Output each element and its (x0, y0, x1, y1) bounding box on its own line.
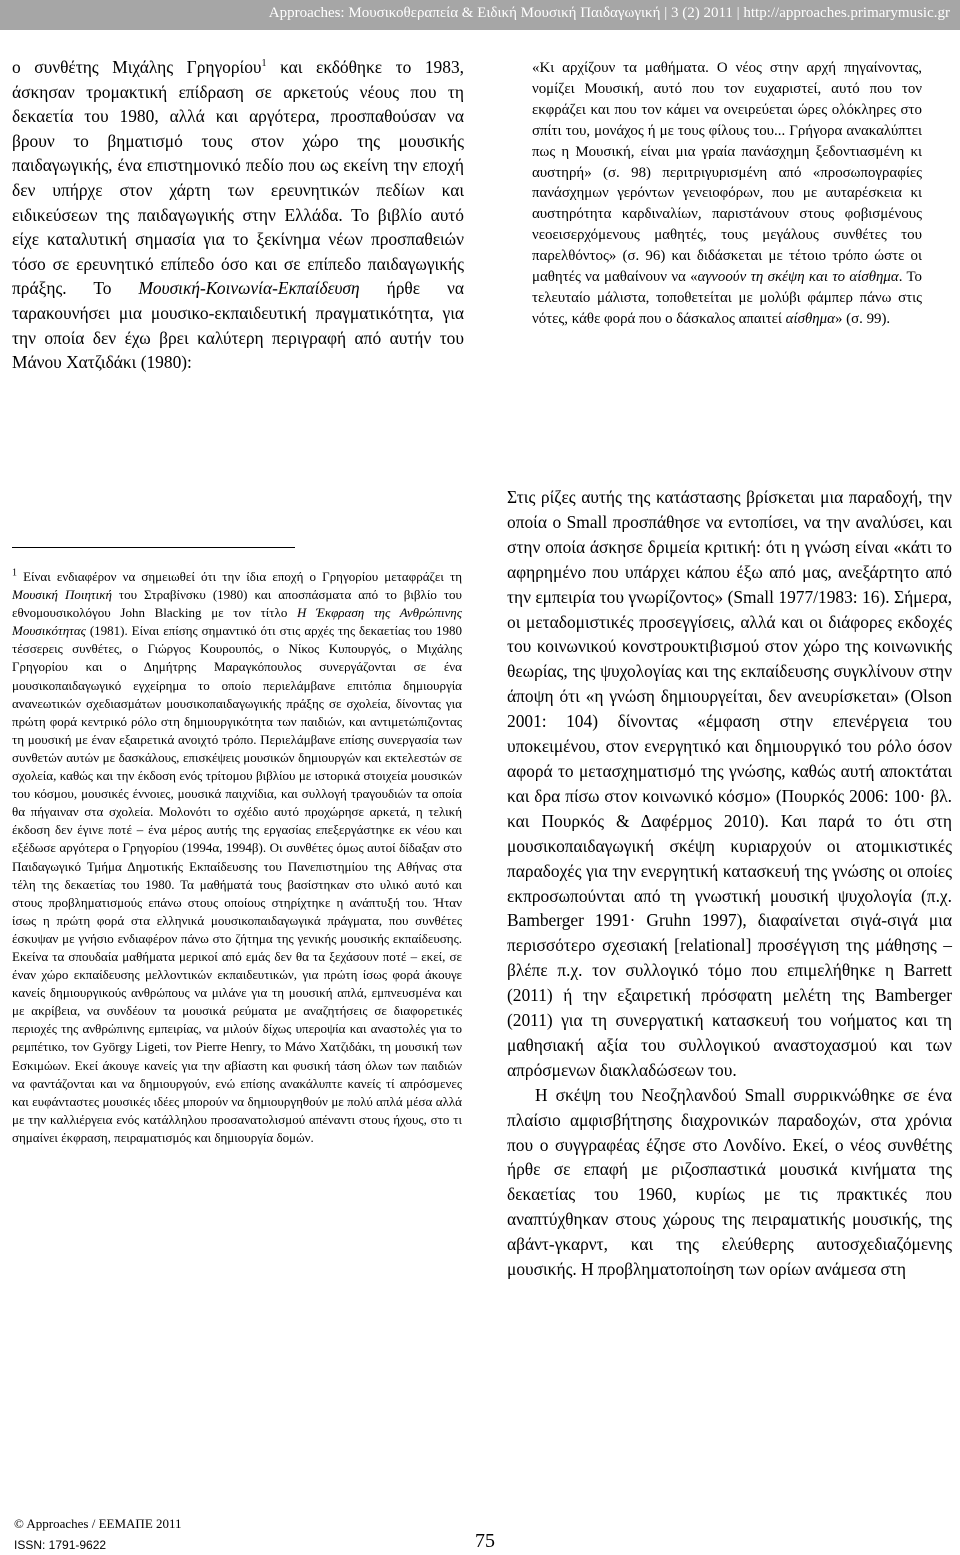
left-text-c: ήρθε να ταρακουνήσει μια μουσικο-εκπαιδευτική πραγματικότητα, για την οποία δεν έχω βρει καλύτερη περιγραφή από αυτήν του Μάνου Χατζιδάκι (1980): (12, 278, 464, 373)
footer-copyright: © Approaches / ΕΕΜΑΠΕ 2011 (14, 1516, 182, 1531)
footnote-number: 1 (12, 567, 17, 579)
footnote-italic-1: Μουσική Ποιητική (12, 587, 112, 603)
left-text-a: ο συνθέτης Μιχάλης Γρηγορίου (12, 57, 262, 77)
footnote-text-a: Είναι ενδιαφέρον να σημειωθεί ότι την ίδια εποχή ο Γρηγορίου μεταφράζει τη (17, 569, 462, 584)
journal-header-bar (0, 0, 960, 30)
page-number: 75 (475, 1530, 495, 1552)
quote-italic-1: αγνοούν τη σκέψη και το αίσθημα (697, 269, 899, 286)
quote-text-a: «Κι αρχίζουν τα μαθήματα. Ο νέος στην αρχή πηγαίνοντας, νομίζει Μουσική, αυτό που τον ευχαριστεί, αυτό που τον εκφράζει και που τον κάμει να ονειρεύεται ώρες ολόκληρες στο σπίτι του, μονάχος ή με τους φίλους του... Γρήγορα ανακαλύπτει πως η Μουσική, είναι μια γραία πανάσχημη ξεδοντιασμένη κι αυστηρή» (σ. 98) περιτριγυρισμένη από «προσωπογραφίες πανάσχημων γερόντων γενειοφόρων, που με αυταρέσκεια κι αυστηρότητα καρδιναλίων, παριστάνουν στους φοβισμένους νεοεισερχόμενους μαθητές, τους μεγάλους συνθέτες του παρελθόντος» (σ. 96) και διδάσκεται με τέτοιο τρόπο ώστε οι μαθητές να μαθαίνουν να « (532, 60, 922, 286)
right-paragraph-1: Στις ρίζες αυτής της κατάστασης βρίσκεται μια παραδοχή, την οποία ο Small προσπάθησε να εντοπίσει, να την αναλύσει, και στην οποία άσκησε δριμεία κριτική: ότι η γνώση είναι «κάτι το αφηρημένο που υπάρχει κάπου έξω από μας, ανεξάρτητο από την εμπειρία του γνωρίζοντος» (Small 1977/1983: 16). Σήμερα, οι μεταδομιστικές προσεγγίσεις, αλλά και οι διάφορες εκδοχές του κοινωνικού κονστρουκτιβισμού στον χώρο της κοινωνικής θεωρίας, της ψυχολογίας και της εκπαίδευσης συγκλίνουν στην άποψη ότι «η γνώση δημιουργείται, δεν ανευρίσκεται» (Olson 2001: 104) δίνοντας «έμφαση στην επενέργεια του υποκειμένου, στον ενεργητικό και δημιουργικό του ρόλο όσον αφορά το μετασχηματισμό της γνώσης, καθώς αυτή αποκτάται και δρα πίσω στον κοινωνικό κόσμο» (Πουρκός 2006: 100· βλ. και Πουρκός & Δαφέρμος 2010). Και παρά το ότι στη μουσικοπαιδαγωγική σκέψη κυριαρχούν οι ατομικιστικές παραδοχές για την ενεργητική κατασκευή της γνώσης οι οποίες εκπροσωπούνται από τη γνωστική μουσική ψυχολογία (π.χ. Bamberger 1991· Gruhn 1997), διαφαίνεται σιγά-σιγά μια περισσότερο σχεσιακή [relational] προσέγγιση της μάθησης – βλέπε π.χ. τον συλλογικό τόμο που επιμελήθηκε η Barrett (2011) ή την εξαιρετική πρόσφατη μελέτη της Bamberger (2011) για τη συνεργατική κατασκευή του νοήματος και τη μαθησιακή αξία του συλλογικού αναστοχασμού και των απρόσμενων διακλαδώσεων του. (507, 487, 952, 1080)
footnote-text-b: του Στραβίνσκυ (1980) και αποσπάσματα από το βιβλίο του εθνομουσικολόγου John Blacking με τον τίτλο (12, 587, 462, 621)
footnote-text-c: (1981). Είναι επίσης σημαντικό ότι στις αρχές της δεκαετίας του 1980 τέσσερεις συνθέτες, ο Γιώργος Κουρουπός, ο Νίκος Κυπουργός, ο Μιχάλης Γρηγορίου και ο Δημήτρης Μαραγκόπουλος συνεργάζονται σε ένα μουσικοπαιδαγωγικό εγχείρημα το οποίο περιελάμβανε επιτόπια δημιουργία ανανεωτικών σχεδιασμάτων μουσικοπαιδαγωγικής πράξης σε σχολεία, δίνοντας για πρώτη φορά κεντρικό ρόλο στη δημιουργικότητα των παιδιών, και αντιμετώπιζοντας τη μουσική με έναν εξαιρετικά ανοιχτό τρόπο. Περιελάμβανε επίσης συνεργασία των συνθετών αυτών με δασκάλους, επισκέψεις μουσικών δημιουργών και εκτελεστών σε σχολεία, καθώς και την έκδοση ενός τρίτομου βιβλίου με ιστορικά στοιχεία μουσικών του κόσμου, μουσικές έννοιες, μουσικά παιχνίδια, και συλλογή τραγουδιών τα οποία θα πήγαιναν στα σχολεία. Μολονότι το σχέδιο αυτό προχώρησε αρκετά, η τελική έκδοση δεν έγινε ποτέ – ένα μέρος αυτής της εργασίας επεξεργάστηκε εκ νέου και εξέδωσε αργότερα ο Γρηγορίου (1994α, 1994β). Οι συνθέτες όμως αυτοί δίδαξαν στο Παιδαγωγικό Τμήμα Δημοτικής Εκπαίδευσης του Πανεπιστημίου της Αθήνας στα τέλη της δεκαετίας του 1980. Τα μαθήματά τους βασίστηκαν στο υλικό αυτό και στους προβληματισμούς επάνω στους οποίους στηρίχτηκε η ανάπτυξή του. Ήταν ίσως η πρώτη φορά στα ελληνικά μουσικοπαιδαγωγικά πράγματα, που συνθέτες έσκυψαν με γνήσιο ενδιαφέρον πάνω στο ζήτημα της γενικής μουσικής εκπαίδευσης. Εκείνα τα σπουδαία μαθήματα μερικοί από εμάς δεν θα τα ξεχάσουν ποτέ – εκεί, σε έναν χώρο εκπαίδευσης μελλοντικών εκπαιδευτικών, για πρώτη ίσως φορά άκουγε κανείς δημιουργικούς ανθρώπους να μιλάνε για τη μουσική απλά, εμπνευσμένα και με ακρίβεια, να συνδέουν τα μουσικά ρεύματα με αναζητήσεις σε διαφορετικές περιοχές της ανθρώπινης εμπειρίας, να μιλούν δίχως υπεροψία και αναστολές για το ρεμπέτικο, τον György Ligeti, τον Pierre Henry, το Μάνο Χατζιδάκι, τη μουσική των Εσκιμώων. Εκεί άκουγε κανείς για την αβίαστη και φυσική τάση όλων των παιδιών να φαντάζονται και να δημιουργούν, ενώ επίσης ανακάλυπτε κανείς τί απρόσμενες και ευφάνταστες μουσικές ιδέες μπορούν να δημιουργηθούν με πολύ απλά μέσα αλλά με την καλλιέργεια ενός κατάλληλου προσανατολισμού απέναντι στους ήχους, στο τι σημαίνει έκφραση, πειραματισμός και δημιουργία δομών. (12, 623, 462, 1145)
quote-text-c: » (σ. 99). (834, 310, 891, 327)
right-column-body (507, 485, 952, 1282)
book-title: Μουσική-Κοινωνία-Εκπαίδευση (138, 278, 360, 299)
footer-issn: ISSN: 1791-9622 (14, 1538, 107, 1552)
footnote-divider (12, 547, 295, 548)
hatzidakis-quote (532, 58, 922, 330)
right-paragraph-2: Η σκέψη του Νεοζηλανδού Small συρρικνώθηκε σε ένα πλαίσιο αμφισβήτησης διαχρονικών παραδοχών, στα χρόνια που ο συγγραφέας έζησε στο Λονδίνο. Εκεί, ο νέος συνθέτης ήρθε σε επαφή με ριζοσπαστικά μουσικά κινήματα της δεκαετίας του 1960, κυρίως με τις πρακτικές που αναπτύχθηκαν στους χώρους της πειραματικής μουσικής, της αβάντ-γκαρντ, και της ελεύθερης αυτοσχεδιαζόμενης μουσικής. Η προβληματοποίηση των ορίων ανάμεσα στη (507, 1084, 952, 1280)
quote-italic-2: αίσθημα (785, 310, 835, 327)
footnote-italic-2: Η Έκφραση της Ανθρώπινης Μουσικότητας (12, 605, 462, 639)
left-column-paragraph (12, 55, 464, 375)
left-text-b: και εκδόθηκε το 1983, άσκησαν τρομακτική επίδραση σε αρκετούς νέους που τη δεκαετία του 1980, αλλά και αργότερα, προσπαθούσαν να βρουν το βηματισμό τους στον χώρο της μουσικής παιδαγωγικής, ένα επιστημονικό πεδίο που ως εκείνη την εποχή δεν υπήρχε στον χάρτη των ερευνητικών πεδίων και ειδικεύσεων της παιδαγωγικής στην Ελλάδα. Το βιβλίο αυτό είχε καταλυτική σημασία για το ξεκίνημα νέων προσπαθειών τόσο σε ερευνητικό επίπεδο όσο και σε επίπεδο παιδαγωγικής πράξης. Το (12, 57, 464, 299)
footnote-reference[interactable]: 1 (261, 58, 267, 70)
journal-header-text: Approaches: Μουσικοθεραπεία & Ειδική Μουσική Παιδαγωγική | 3 (2) 2011 | http://approaches.primarymusic.gr (268, 5, 950, 21)
footnote-1 (12, 568, 462, 1147)
quote-text-b: . Το τελευταίο μάλιστα, τοποθετείται με μολύβι φάμπερ πάνω στις νότες, κάθε φορά που ο δάσκαλος απαιτεί (532, 269, 922, 327)
